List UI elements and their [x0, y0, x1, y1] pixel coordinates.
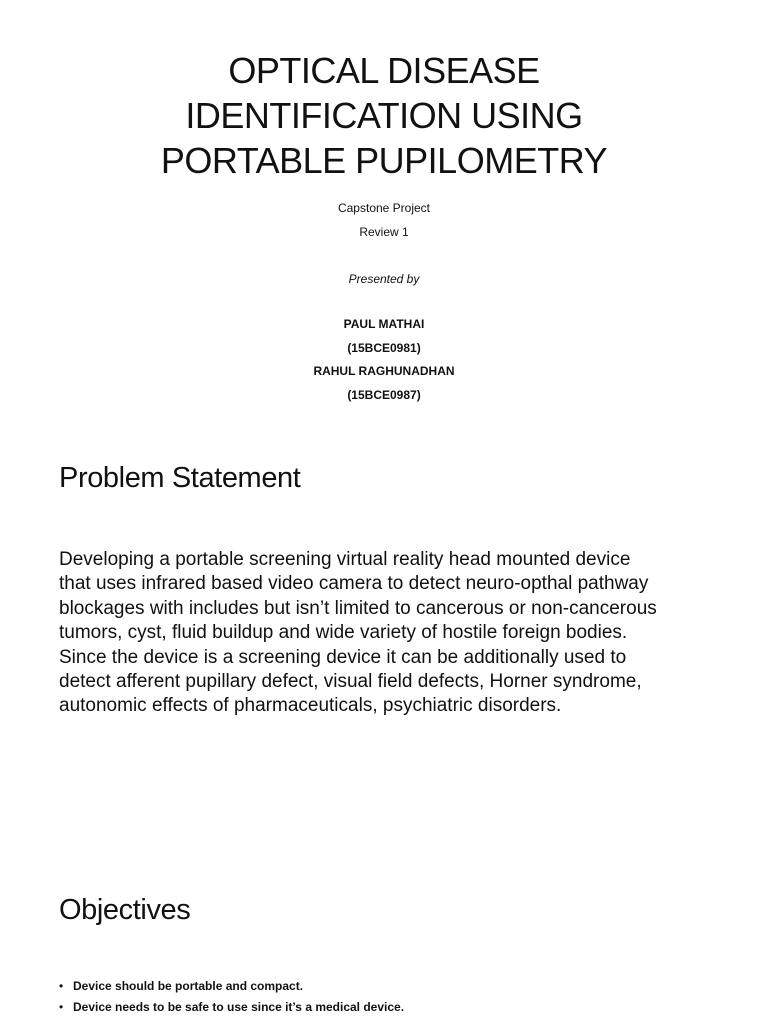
- list-item: [59, 976, 404, 997]
- presentation-title: [60, 48, 708, 183]
- objectives-heading: Objectives: [59, 894, 191, 926]
- bullet-icon: •: [59, 979, 64, 993]
- objective-text: Device should be portable and compact.: [73, 979, 304, 993]
- review-label: Review 1: [359, 225, 409, 239]
- objectives-slide: [0, 840, 768, 1024]
- list-item: [59, 997, 404, 1018]
- problem-text-line: Since the device is a screening device it can be additionally used to: [59, 646, 627, 668]
- title-line: OPTICAL DISEASE: [228, 50, 540, 91]
- title-slide: [0, 0, 768, 440]
- objective-text: Device needs to be safe to use since it’s a medical device.: [73, 1000, 405, 1014]
- author-list: [0, 313, 768, 407]
- author-name: PAUL MATHAI: [343, 317, 425, 331]
- author-id: (15BCE0987): [347, 387, 421, 402]
- problem-text-line: autonomic effects of pharmaceuticals, psychiatric disorders.: [59, 695, 562, 717]
- bullet-icon: •: [59, 1000, 64, 1014]
- problem-statement-text: [59, 548, 719, 719]
- problem-text-line: that uses infrared based video camera to detect neuro-opthal pathway: [59, 573, 649, 595]
- title-line: IDENTIFICATION USING: [185, 95, 583, 136]
- project-info: [0, 196, 768, 244]
- author-name: RAHUL RAGHUNADHAN: [313, 364, 455, 378]
- problem-text-line: detect afferent pupillary defect, visual field defects, Horner syndrome,: [59, 671, 642, 693]
- problem-text-line: blockages with includes but isn’t limited to cancerous or non-cancerous: [59, 597, 657, 619]
- presented-by-label: Presented by: [348, 272, 420, 286]
- problem-statement-heading: Problem Statement: [59, 462, 301, 494]
- problem-text-line: tumors, cyst, fluid buildup and wide variety of hostile foreign bodies.: [59, 622, 628, 644]
- problem-text-line: Developing a portable screening virtual reality head mounted device: [59, 549, 631, 570]
- problem-statement-slide: [0, 440, 768, 840]
- title-line: PORTABLE PUPILOMETRY: [160, 140, 608, 181]
- project-label: Capstone Project: [337, 201, 431, 215]
- objectives-list: [59, 976, 404, 1018]
- author-id: (15BCE0981): [347, 340, 421, 355]
